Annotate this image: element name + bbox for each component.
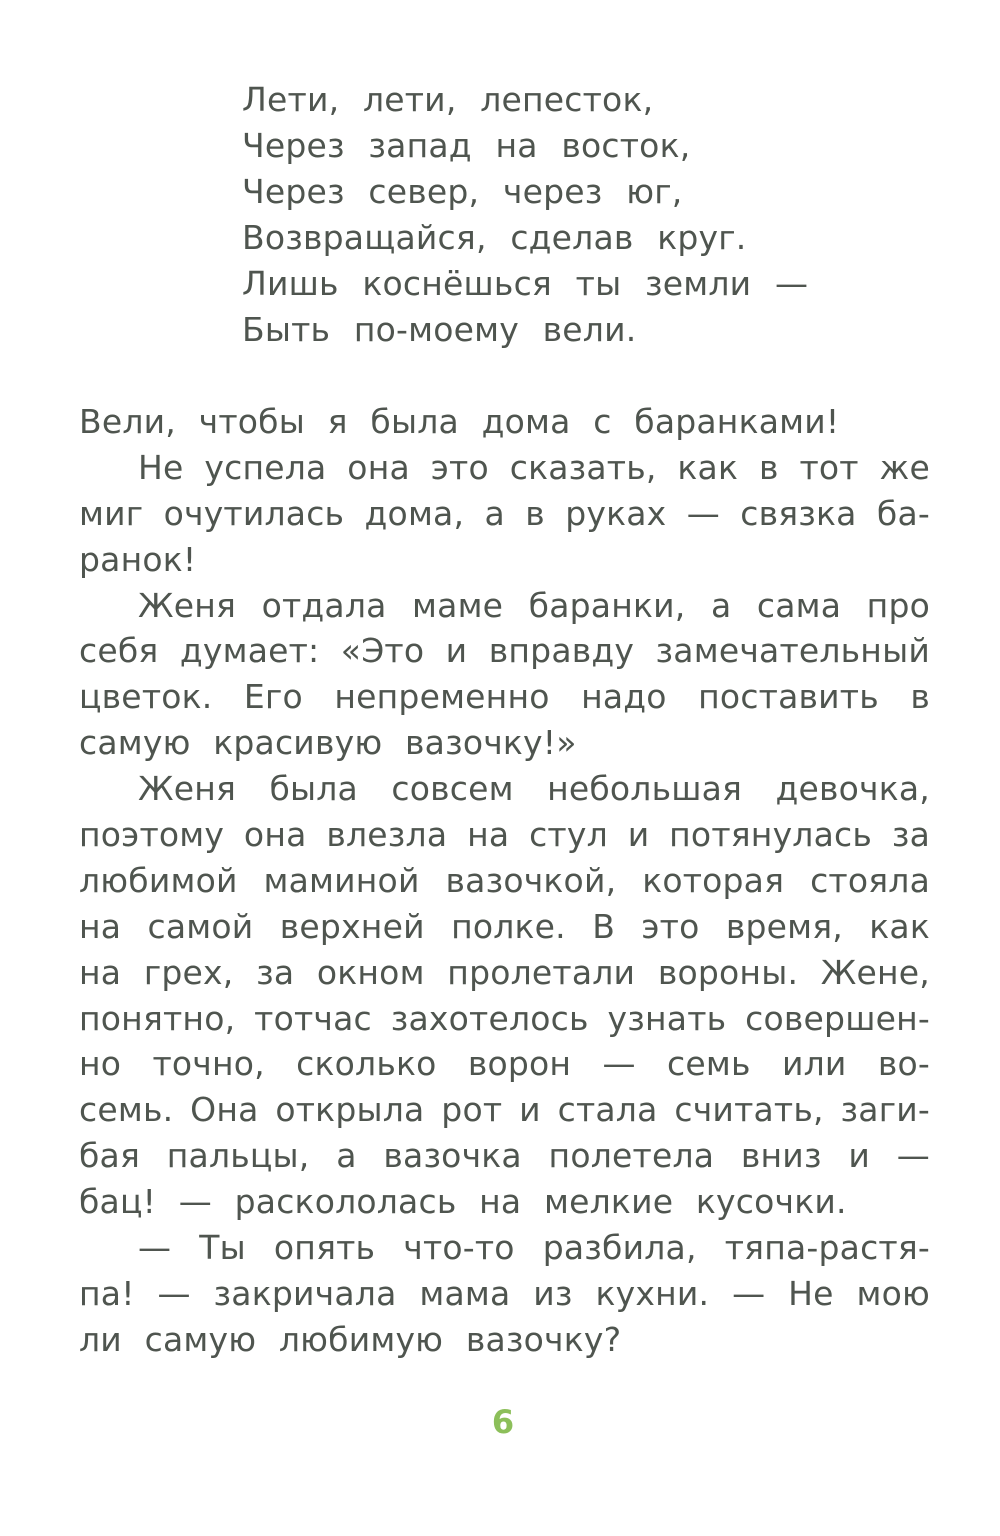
- prose-line: Женя отдала маме баранки, а сама про: [138, 585, 930, 625]
- prose-line: Не успела она это сказать, как в тот же: [138, 447, 930, 487]
- prose-line: поэтому она влезла на стул и потянулась за: [79, 815, 930, 855]
- prose-line: Женя была совсем небольшая девочка,: [138, 769, 930, 809]
- prose-line: па! — закричала мама из кухни. — Не мою: [79, 1273, 930, 1313]
- prose-line: на самой верхней полке. В это время, как: [79, 906, 930, 946]
- poem-line: Быть по-моему вели.: [242, 310, 637, 349]
- poem-line: Через запад на восток,: [242, 126, 691, 165]
- prose-line: миг очутилась дома, а в руках — связка ба-: [79, 493, 930, 533]
- prose-line: — Ты опять что-то разбила, тяпа-растя-: [138, 1228, 930, 1268]
- prose-line: семь. Она открыла рот и стала считать, заги-: [79, 1090, 930, 1130]
- prose-block: [79, 399, 930, 1363]
- prose-line: любимой маминой вазочкой, которая стояла: [79, 860, 930, 900]
- poem-line: Лишь коснёшься ты земли —: [242, 264, 809, 303]
- poem-line: Лети, лети, лепесток,: [242, 80, 654, 119]
- prose-line: но точно, сколько ворон — семь или во-: [79, 1044, 930, 1084]
- prose-line: цветок. Его непременно надо поставить в: [79, 677, 930, 717]
- prose-line: бая пальцы, а вазочка полетела вниз и —: [79, 1136, 930, 1176]
- prose-line: себя думает: «Это и вправду замечательный: [79, 631, 930, 671]
- prose-line: на грех, за окном пролетали вороны. Жене,: [79, 952, 930, 992]
- poem-block: [242, 77, 808, 353]
- prose-line: ранок!: [79, 539, 197, 579]
- prose-line: Вели, чтобы я была дома с баранками!: [79, 402, 840, 441]
- prose-line: бац! — раскололась на мелкие кусочки.: [79, 1182, 847, 1222]
- page-number: 6: [491, 1403, 515, 1441]
- poem-line: Возвращайся, сделав круг.: [242, 218, 747, 257]
- prose-line: ли самую любимую вазочку?: [79, 1319, 622, 1359]
- prose-line: самую красивую вазочку!»: [79, 723, 577, 763]
- prose-line: понятно, тотчас захотелось узнать совершен-: [79, 998, 930, 1038]
- poem-line: Через север, через юг,: [242, 172, 683, 211]
